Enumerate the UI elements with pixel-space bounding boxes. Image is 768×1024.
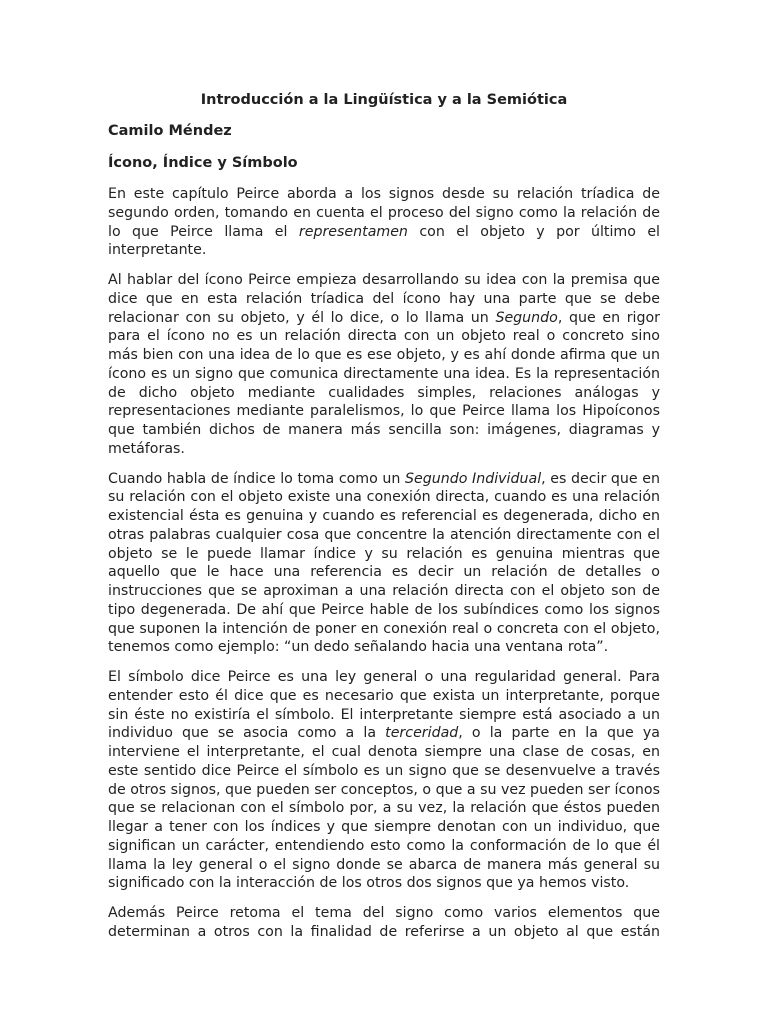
document-title: Introducción a la Lingüística y a la Semiótica [200, 92, 568, 108]
paragraph-4-italic: terceridad [385, 725, 459, 742]
paragraph-1-text-a: En este capítulo Peirce aborda a los signos desde su relación tríadica de segundo orden, tomando en cuenta el proceso del signo como la relación de lo que Peirce llama el [108, 186, 660, 240]
paragraph-3 [108, 470, 660, 658]
paragraph-2-text-a: Al hablar del ícono Peirce empieza desarrollando su idea con la premisa que dice que en esta relación tríadica del ícono hay una parte que se debe relacionar con su objeto, y él lo dice, o lo llama un [108, 272, 660, 326]
document-page [108, 90, 660, 953]
paragraph-2-text-b: , que en rigor para el ícono no es un relación directa con un objeto real o concreto sino más bien con una idea de lo que es ese objeto, y es ahí donde afirma que un ícono es un signo que comunica directamente una idea. Es la representación de dicho objeto mediante cualidades simples, relaciones análogas y representaciones mediante paralelismos, lo que Peirce llama los Hipoíconos que también dichos de manera más sencilla son: imágenes, diagramas y metáforas. [108, 309, 661, 457]
paragraph-2-italic: Segundo [495, 309, 558, 326]
paragraph-1-italic: representamen [298, 223, 408, 240]
paragraph-4-text-a: El símbolo dice Peirce es una ley general o una regularidad general. Para entender esto él dice que es necesario que exista un interpretante, porque sin éste no existiría el símbolo. El interpretante siempre está asociado a un individuo que se asocia como a la [108, 669, 660, 742]
paragraph-4 [108, 668, 660, 893]
paragraph-3-italic: Segundo Individual [405, 470, 542, 487]
paragraph-5-text: Además Peirce retoma el tema del signo como varios elementos que determinan a otros con la finalidad de referirse a un objeto al que están [108, 905, 660, 940]
author-name: Camilo Méndez [108, 123, 232, 139]
paragraph-5 [108, 904, 660, 942]
section-heading: Ícono, Índice y Símbolo [108, 155, 298, 171]
paragraph-2 [108, 271, 660, 459]
paragraph-4-text-b: , o la parte en la que ya interviene el interpretante, el cual denota siempre una clase de cosas, en este sentido dice Peirce el símbolo es un signo que se desenvuelve a través de otros signos, que pueden ser conceptos, o que a su vez pueden ser íconos que se relacionan con el símbolo por, a su vez, la relación que éstos pueden llegar a tener con los índices y que siempre denotan con un individuo, que significan un carácter, entendiendo esto como la conformación de lo que él llama la ley general o el signo donde se abarca de manera más general su significado con la interacción de los otros dos signos que ya hemos visto. [108, 725, 660, 892]
paragraph-3-text-a: Cuando habla de índice lo toma como un [108, 470, 406, 487]
paragraph-1 [108, 185, 660, 260]
paragraph-1-text-b: con el objeto y por último el interpretante. [108, 223, 660, 259]
paragraph-3-text-b: , es decir que en su relación con el objeto existe una conexión directa, cuando es una relación existencial ésta es genuina y cuando es referencial es degenerada, dicho en otras palabras cualquier cosa que concentre la atención directamente con el objeto se le puede llamar índice y su relación es genuina mientras que aquello que le hace una referencia es decir un relación de detalles o instrucciones que se aproximan a una relación directa con el objeto son de tipo degenerada. De ahí que Peirce hable de los subíndices como los signos que suponen la intención de poner en conexión real o concreta con el objeto, tenemos como ejemplo: “un dedo señalando hacia una ventana rota”. [108, 470, 660, 656]
